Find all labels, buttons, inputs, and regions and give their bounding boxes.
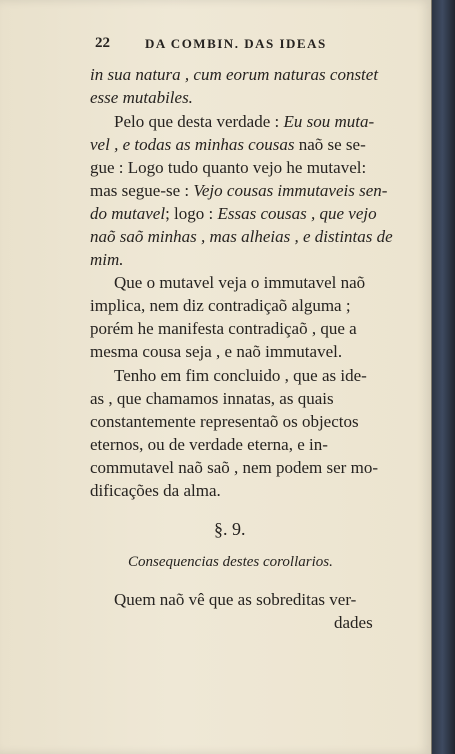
text-line: in sua natura , cum eorum naturas constet <box>90 65 379 84</box>
text-line: constantemente representaõ os objectos <box>90 412 359 431</box>
text-span: ; logo : <box>165 204 218 223</box>
text-span-italic: Vejo cousas immutaveis sen- <box>193 181 388 200</box>
text-span-italic: do mutavel <box>90 204 166 223</box>
text-line: naõ saõ minhas , mas alheias , e distintas de <box>90 227 393 246</box>
text-line: dificações da alma. <box>90 481 221 500</box>
text-span-italic: vel , e todas as minhas cousas <box>90 135 295 154</box>
text-line <box>90 180 387 202</box>
text-line: porém he manifesta contradiçaõ , que a <box>90 319 357 338</box>
section-title: Consequencias destes corollarios. <box>128 554 333 570</box>
catchword: dades <box>334 613 373 632</box>
section-number: §. 9. <box>214 519 246 539</box>
text-line: Tenho em fim concluido , que as ide- <box>114 366 367 385</box>
text-line: implica, nem diz contradiçaõ alguma ; <box>90 296 351 315</box>
text-span: Pelo que desta verdade : <box>114 112 284 131</box>
text-line: gue : Logo tudo quanto vejo he mutavel: <box>90 158 367 177</box>
text-line: commutavel naõ saõ , nem podem ser mo- <box>90 458 378 477</box>
text-line: esse mutabiles. <box>90 88 193 107</box>
text-span: naõ se se- <box>294 135 366 154</box>
page-number: 22 <box>95 35 110 51</box>
text-line: eternos, ou de verdade eterna, e in- <box>90 435 328 454</box>
text-line: as , que chamamos innatas, as quais <box>90 389 334 408</box>
text-line <box>114 111 374 133</box>
text-line: mim. <box>90 250 124 269</box>
text-line: Que o mutavel veja o immutavel naõ <box>114 273 366 292</box>
running-title: DA COMBIN. DAS IDEAS <box>145 36 327 51</box>
text-line: Quem naõ vê que as sobreditas ver- <box>114 590 357 609</box>
text-span-italic: Essas cousas , que vejo <box>217 204 377 223</box>
text-line <box>90 203 377 225</box>
book-spine <box>432 0 455 754</box>
text-line: mesma cousa seja , e naõ immutavel. <box>90 342 343 361</box>
text-line <box>90 134 366 156</box>
text-span-italic: Eu sou muta- <box>283 112 375 131</box>
text-span: mas segue-se : <box>90 181 194 200</box>
